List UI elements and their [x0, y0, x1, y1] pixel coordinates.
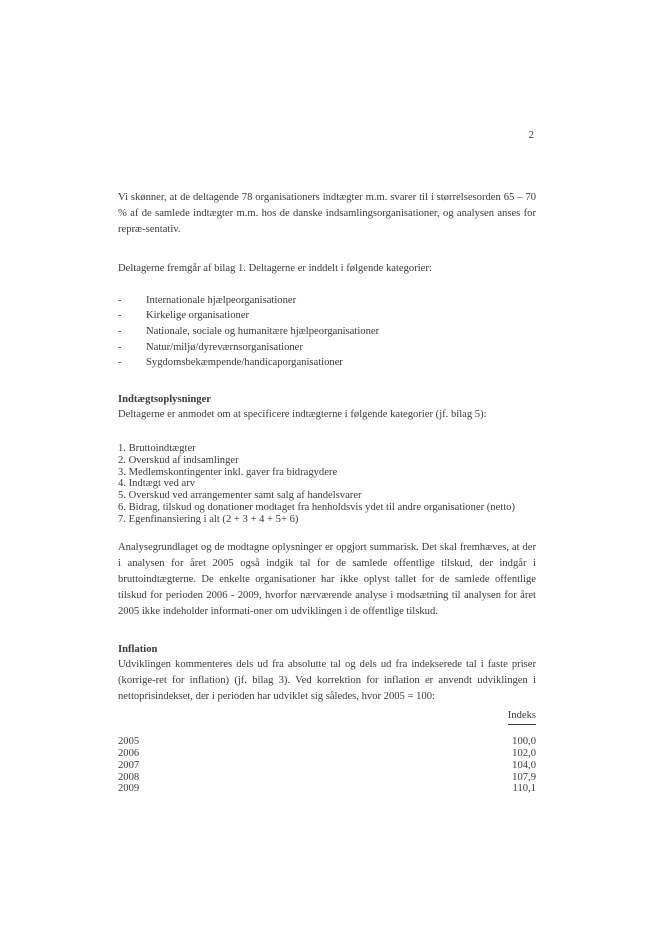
index-column-header: Indeks — [508, 709, 536, 725]
list-item — [118, 355, 536, 371]
list-item: 6. Bidrag, tilskud og donationer modtaget fra henholdsvis ydet til andre organisationer (netto) — [118, 501, 515, 513]
participants-paragraph: Deltagerne fremgår af bilag 1. Deltagerne er inddelt i følgende kategorier: — [118, 262, 432, 274]
list-item: 7. Egenfinansiering i alt (2 + 3 + 4 + 5+ 6) — [118, 513, 299, 525]
list-item — [118, 308, 536, 324]
table-row — [118, 760, 536, 772]
index-value-cell: 102,0 — [512, 747, 536, 759]
year-cell: 2007 — [118, 759, 140, 771]
category-label: Nationale, sociale og humanitære hjælpeorganisationer — [146, 326, 380, 337]
category-label: Natur/miljø/dyreværnsorganisationer — [146, 341, 303, 353]
list-item — [118, 324, 536, 340]
table-row — [118, 772, 536, 784]
analysis-paragraph: Analysegrundlaget og de modtagne oplysninger er opgjort summarisk. Det skal fremhæves, at der i analysen for året 2005 også indgik tal for de samlede offentlige tilskud, der indgår i bruttoindtægterne. De enkelte organisationer har ikke oplyst tallet for de samlede offentlige tilskud for perioden 2006 - 2009, hvorfor nærværende analyse i modsætning til analysen for året 2005 ikke indeholder informati-oner om udviklingen i de offentlige tilskud. — [118, 541, 536, 618]
list-item: 5. Overskud ved arrangementer samt salg af handelsvarer — [118, 490, 362, 502]
list-item — [118, 340, 536, 356]
list-item: 3. Medlemskontingenter inkl. gaver fra bidragydere — [118, 466, 338, 478]
index-value-cell: 107,9 — [512, 771, 536, 783]
dash-bullet: - — [118, 357, 122, 369]
dash-bullet: - — [118, 310, 122, 322]
table-row — [118, 783, 536, 795]
table-row — [118, 736, 536, 748]
table-row — [118, 748, 536, 760]
dash-bullet: - — [118, 341, 122, 353]
index-value-cell: 110,1 — [512, 783, 536, 795]
inflation-heading: Inflation — [118, 643, 158, 655]
income-category-list — [118, 443, 536, 526]
year-cell: 2009 — [118, 783, 140, 795]
index-table — [118, 709, 536, 795]
income-intro: Deltagerne er anmodet om at specificere indtægterne i følgende kategorier (jf. bilag 5): — [118, 408, 487, 420]
page-content — [118, 190, 536, 795]
intro-paragraph: Vi skønner, at de deltagende 78 organisationers indtægter m.m. svarer til i størrelsesorden 65 – 70 % af de samlede indtægter m.m. hos de danske indsamlingsorganisationer, og analysen anses for repræ-sentativ. — [118, 192, 536, 236]
dash-bullet: - — [118, 326, 122, 337]
category-list — [118, 293, 536, 371]
index-value-cell: 100,0 — [512, 736, 536, 748]
list-item: 2. Overskud af indsamlinger — [118, 454, 239, 466]
year-cell: 2006 — [118, 747, 140, 759]
list-item: 4. Indtægt ved arv — [118, 478, 196, 490]
dash-bullet: - — [118, 294, 122, 306]
list-item: 1. Bruttoindtægter — [118, 442, 196, 454]
income-heading: Indtægtsoplysninger — [118, 393, 212, 405]
category-label: Kirkelige organisationer — [146, 310, 250, 322]
page-number: 2 — [528, 129, 534, 141]
category-label: Internationale hjælpeorganisationer — [146, 294, 297, 306]
year-cell: 2008 — [118, 771, 140, 783]
inflation-paragraph: Udviklingen kommenteres dels ud fra absolutte tal og dels ud fra indekserede tal i faste priser (korrige-ret for inflation) (jf. bilag 3). Ved korrektion for inflation er anvendt udviklingen i nettoprisindekset, der i perioden har udviklet sig således, hvor 2005 = 100: — [118, 658, 536, 702]
year-cell: 2005 — [118, 736, 140, 748]
category-label: Sygdomsbekæmpende/handicaporganisationer — [146, 357, 343, 369]
list-item — [118, 293, 536, 309]
index-value-cell: 104,0 — [512, 759, 536, 771]
